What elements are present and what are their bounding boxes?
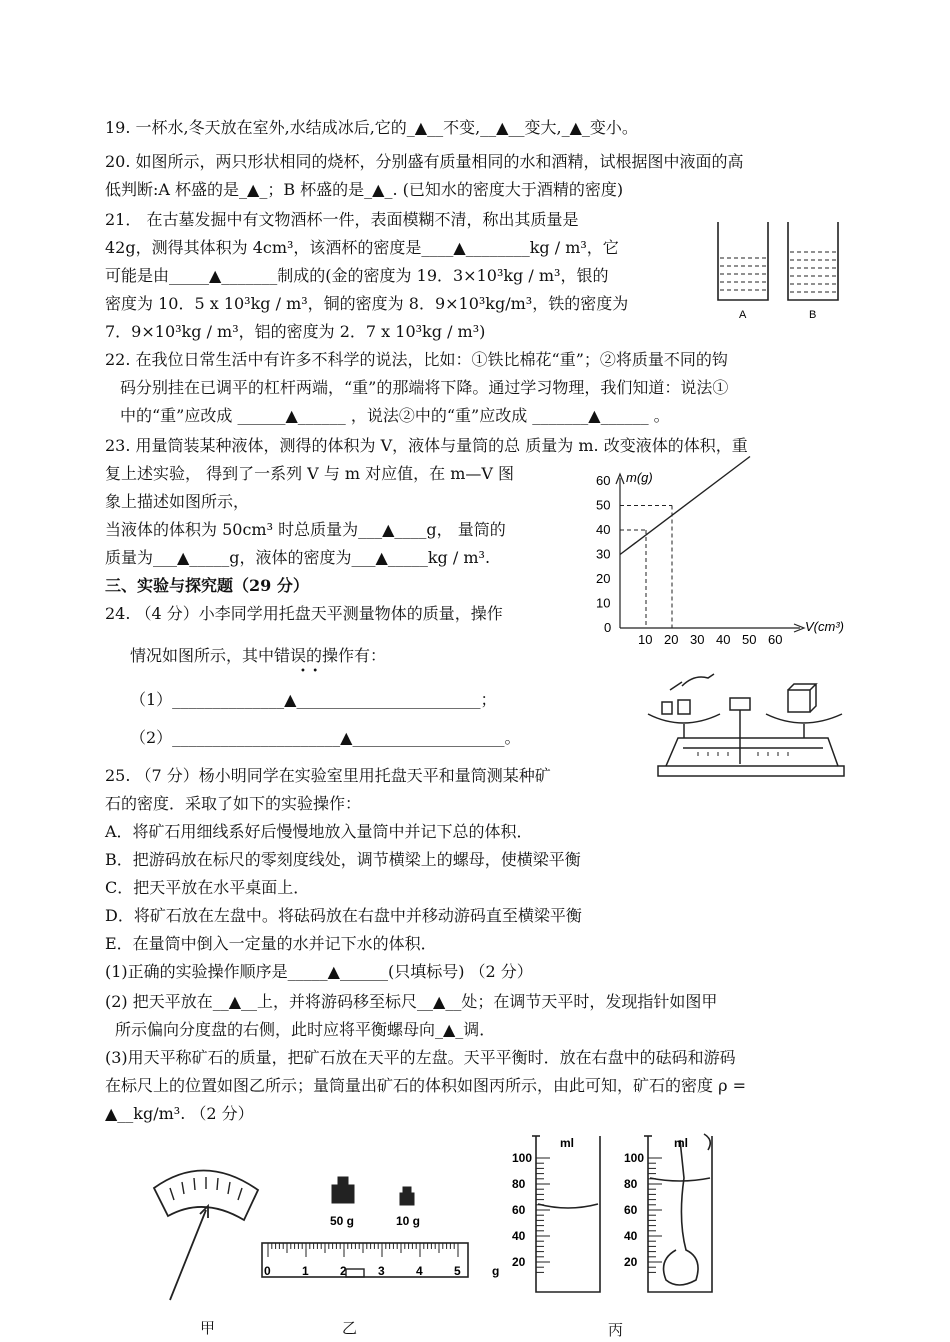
q20-line-2: 低判断:A 杯盛的是_▲_；B 杯盛的是_▲_. (已知水的密度大于酒精的密度) [105,180,624,199]
cyl-tick-label: 60 [624,1203,638,1217]
q23-line-4: 当液体的体积为 50cm³ 时总质量为___▲____g， 量筒的 [105,520,506,539]
caption-jia: 甲 [200,1319,216,1337]
section-3-heading: 三、实验与探究题（29 分） [105,576,309,595]
y-tick-label: 20 [596,571,611,586]
q21-line-3: 可能是由_____▲_______制成的(金的密度为 19．3×10³kg / m³，银的 [105,266,609,285]
y-tick-label: 10 [596,595,611,611]
emphasis-dots: • • [300,666,319,677]
origin-label: 0 [604,620,612,635]
water-level-1 [538,1204,598,1208]
cyl-tick-label: 60 [512,1203,526,1217]
beakers-figure [710,218,850,326]
ruler [262,1243,468,1277]
caption-yi: 乙 [342,1319,358,1337]
x-tick-label: 40 [716,632,731,647]
q21-line-5: 7．9×10³kg / m³，铝的密度为 2．7 x 10³kg / m³) [105,322,486,341]
rider [346,1269,364,1277]
q20-line-1: 20. 如图所示，两只形状相同的烧杯，分别盛有质量相同的水和酒精，试根据图中液面的高 [105,152,744,171]
y-tick-label: 30 [596,546,611,562]
cyl-tick-label: 80 [624,1177,638,1191]
q23-line-3: 象上描述如图所示， [105,492,250,511]
beaker-a-label: A [739,309,747,321]
ore-on-string [664,1140,699,1285]
q22-line-2: 码分别挂在已调平的杠杆两端，“重”的那端将下降。通过学习物理，我们知道：说法① [120,378,729,397]
beaker-a [718,222,768,300]
q25-option-c: C．把天平放在水平桌面上． [105,878,310,897]
dial-needle [170,1210,206,1300]
q25-sub-3-line-1: (3)用天平称矿石的质量，把矿石放在天平的左盘。天平平衡时．放在右盘中的砝码和游码 [105,1048,736,1067]
x-tick-label: 60 [768,632,783,647]
weight-50g-label: 50 g [330,1214,355,1228]
q23-line-1: 23. 用量筒装某种液体，测得的体积为 V，液体与量筒的总 质量为 m. 改变液体的体积，重 [105,436,748,455]
balance-head [730,698,750,710]
ruler-label: 3 [378,1264,385,1278]
q21-line-1: 21． 在古墓发掘中有文物酒杯一件，表面模糊不清，称出其质量是 [105,210,579,229]
y-axis-label: m(g) [626,470,653,485]
q21-line-2: 42g，测得其体积为 4cm³，该酒杯的密度是____▲________kg / m³，它 [105,238,619,257]
beaker-b-label: B [809,309,817,321]
weight-10g-label: 10 g [396,1214,421,1228]
dial-figure-jia [148,1160,268,1310]
q24-blank-2: （2）_____________________▲___________________。 [130,728,521,747]
q24-line-2: 情况如图所示，其中错误的操作有： [130,646,387,665]
q25-sub-3-line-3: ▲__kg/m³. （2 分） [105,1104,254,1123]
cyl-tick-label: 40 [624,1229,638,1243]
water-level-2 [650,1178,710,1181]
y-tick-label: 60 [596,473,611,488]
q25-sub-2-line-1: (2) 把天平放在__▲__上，并将游码移至标尺__▲__处；在调节天平时，发现指针如图甲 [105,992,718,1011]
cyl-tick-label: 20 [512,1255,526,1269]
cyl-tick-label: 100 [624,1151,645,1165]
q19-line: 19. 一杯水,冬天放在室外,水结成冰后,它的_▲__不变,__▲__变大,_▲_变小。 [105,118,638,137]
q22-line-1: 22. 在我位日常生活中有许多不科学的说法，比如：①铁比棉花“重”；②将质量不同的钩 [105,350,728,369]
ruler-label: 4 [416,1264,423,1278]
q25-sub-3-line-2: 在标尺上的位置如图乙所示；量筒量出矿石的体积如图丙所示，由此可知，矿石的密度 ρ = [105,1076,746,1095]
x-axis-label: V(cm³) [805,619,844,634]
ruler-label: 5 [454,1264,461,1278]
weights-ruler-figure-yi [258,1165,500,1285]
q25-sub-1: (1)正确的实验操作顺序是_____▲______(只填标号) （2 分） [105,962,533,981]
weight-50g [332,1185,354,1203]
small-weight-1 [662,702,672,714]
x-tick-label: 50 [742,632,757,647]
ruler-label: 0 [264,1264,271,1278]
object-block [788,690,810,712]
ruler-label: g [492,1264,500,1278]
cyl-tick-label: 20 [624,1255,638,1269]
cyl-tick-label: 40 [512,1229,526,1243]
y-tick-label: 40 [596,522,611,537]
q21-line-4: 密度为 10．5 x 10³kg / m³，铜的密度为 8．9×10³kg/m³，铁的密度为 [105,294,629,313]
q25-line-1: 25. （7 分）杨小明同学在实验室里用托盘天平和量筒测某种矿 [105,766,551,785]
right-pan [766,714,842,723]
cylinders-figure-bing [508,1130,738,1305]
q25-line-2: 石的密度．采取了如下的实验操作： [105,794,362,813]
q25-option-d: D．将矿石放在左盘中。将砝码放在右盘中并移动游码直至横梁平衡 [105,906,582,925]
q25-sub-2-line-2: 所示偏向分度盘的右侧，此时应将平衡螺母向_▲_调． [115,1020,496,1039]
cyl-1-unit: ml [560,1136,575,1150]
x-tick-label: 30 [690,632,705,647]
ruler-label: 1 [302,1264,309,1278]
q23-line-2: 复上述实验， 得到了一系列 V 与 m 对应值，在 m—V 图 [105,464,515,483]
beaker-b [788,222,838,300]
balance-body [666,738,838,766]
cyl-2-unit: ml [674,1136,689,1150]
m-v-graph [590,468,865,653]
cylinder-1 [536,1136,600,1292]
q25-option-a: A．将矿石用细线系好后慢慢地放入量筒中并记下总的体积． [105,822,533,841]
weight-10g [400,1193,414,1205]
left-pan [648,714,720,723]
q25-option-b: B．把游码放在标尺的零刻度线处，调节横梁上的螺母，使横梁平衡 [105,850,581,869]
q25-option-e: E．在量筒中倒入一定量的水并记下水的体积． [105,934,437,953]
x-tick-label: 10 [638,632,653,647]
cyl-tick-label: 80 [512,1177,526,1191]
q22-line-3: 中的“重”应改成 ______▲______ ，说法②中的“重”应改成 _______▲______ 。 [120,406,670,425]
x-tick-label: 20 [664,632,679,647]
ruler-label: 2 [340,1264,347,1278]
caption-bing: 丙 [608,1321,624,1339]
small-weight-2 [678,700,690,714]
cylinder-2 [648,1136,712,1292]
hand-tweezers [682,674,714,686]
q24-line-1: 24. （4 分）小李同学用托盘天平测量物体的质量，操作 [105,604,503,623]
balance-base [658,766,844,776]
balance-figure [638,668,858,780]
q24-blank-1: （1）______________▲_______________________； [130,690,497,709]
y-tick-label: 50 [596,497,611,513]
q23-line-5: 质量为___▲_____g，液体的密度为___▲_____kg / m³. [105,548,491,567]
cyl-tick-label: 100 [512,1151,533,1165]
